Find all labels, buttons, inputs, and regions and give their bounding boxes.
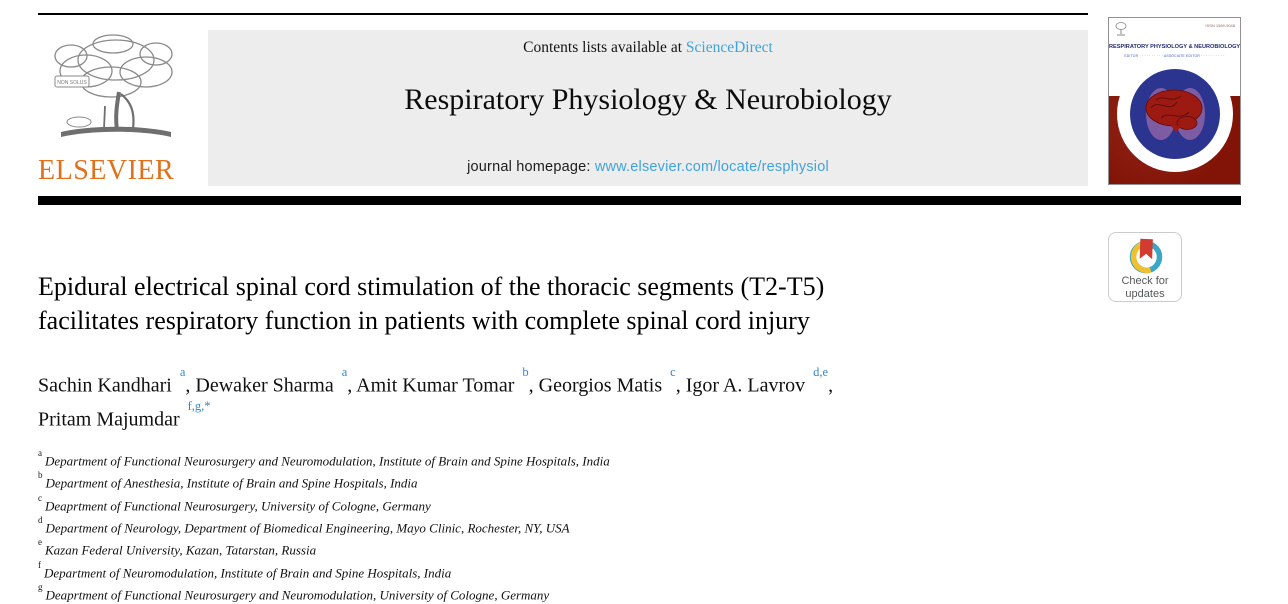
author-superscript: d,e (813, 365, 829, 379)
affiliation-line (38, 448, 1118, 470)
affiliation-text: Department of Functional Neurosurgery and Neuromodulation, Institute of Brain and Spine Hospitals, India (45, 453, 610, 469)
homepage-line (208, 159, 1088, 175)
cover-masthead: RESPIRATORY PHYSIOLOGY & NEUROBIOLOGY (1109, 44, 1241, 50)
author-name: Georgios Matis (538, 374, 668, 397)
affiliation-superscript: b (38, 470, 43, 481)
author-name: Igor A. Lavrov (685, 374, 811, 397)
affiliation-line (38, 470, 1118, 492)
author-name: Amit Kumar Tomar (356, 374, 520, 397)
homepage-prefix: journal homepage: (467, 159, 595, 175)
sciencedirect-link[interactable]: ScienceDirect (685, 39, 773, 56)
affiliation-line (38, 582, 1118, 604)
cover-mini-tree-icon (1115, 22, 1127, 37)
affiliation-line (38, 537, 1118, 559)
affiliation-superscript: a (38, 448, 42, 458)
cover-editor-line: EDITOR · · · · · · · · · · ASSOCIATE EDITOR · · · · · · · · · · (1124, 54, 1225, 58)
affiliation-superscript: g (38, 581, 43, 592)
check-for-updates-badge[interactable] (1108, 232, 1182, 302)
article-title (38, 270, 1108, 338)
author-name: Dewaker Sharma (195, 374, 339, 397)
elsevier-tree-icon (41, 30, 191, 148)
contents-line (208, 30, 1088, 57)
affiliation-text: Kazan Federal University, Kazan, Tatarstan, Russia (45, 542, 317, 558)
affiliation-line (38, 493, 1118, 515)
article-title-line2: facilitates respiratory function in patients with complete spinal cord injury (38, 306, 810, 335)
affiliation-text: Deaprtment of Functional Neurosurgery and Neuromodulation, University of Cologne, Germany (45, 587, 550, 603)
author-name: Sachin Kandhari (38, 374, 177, 397)
header-divider-bar (38, 196, 1241, 205)
cover-issn: ISSN 1569-9048 (1205, 23, 1235, 28)
author-superscript: f,g,* (187, 398, 211, 413)
homepage-link[interactable]: www.elsevier.com/locate/resphysiol (594, 159, 829, 175)
journal-cover-thumbnail[interactable] (1108, 17, 1241, 185)
journal-title: Respiratory Physiology & Neurobiology (404, 83, 892, 116)
check-badge-label-line1: Check for (1121, 275, 1169, 287)
affiliation-line (38, 515, 1118, 537)
affiliation-text: Deaprtment of Functional Neurosurgery, University of Cologne, Germany (45, 497, 431, 513)
affiliation-line (38, 560, 1118, 582)
top-rule (38, 13, 1088, 15)
contents-line-text: Contents lists available at (523, 39, 686, 56)
elsevier-wordmark: ELSEVIER (38, 155, 175, 186)
check-updates-icon (1109, 233, 1183, 275)
article-title-line1: Epidural electrical spinal cord stimulation of the thoracic segments (T2-T5) (38, 272, 825, 301)
author-superscript: c (670, 365, 676, 379)
affiliation-text: Department of Anesthesia, Institute of Brain and Spine Hospitals, India (45, 475, 418, 491)
affiliation-text: Department of Neuromodulation, Institute of Brain and Spine Hospitals, India (44, 564, 452, 580)
affiliation-superscript: d (38, 514, 43, 525)
non-solus-banner: NON SOLUS (57, 80, 87, 86)
author-superscript: a (341, 365, 348, 379)
author-name: Pritam Majumdar (38, 408, 185, 431)
author-superscript: a (179, 365, 186, 379)
affiliation-text: Department of Neurology, Department of Biomedical Engineering, Mayo Clinic, Rochester, NY, USA (45, 520, 570, 536)
affiliation-superscript: c (38, 492, 42, 503)
check-badge-label-line2: updates (1125, 287, 1165, 300)
elsevier-logo (36, 30, 196, 187)
author-superscript: b (522, 365, 529, 379)
affiliation-superscript: e (38, 537, 42, 548)
cover-lungs-brain-icon (1130, 69, 1220, 159)
journal-banner (208, 30, 1088, 186)
affiliation-superscript: f (38, 559, 41, 570)
affiliation-list (38, 448, 1118, 604)
author-list: Sachin Kandhari $^a$, Dewaker Sharma $^a$, Amit Kumar Tomar $^b$, Georgios Matis $^c$, Igor A. Lavrov $^{d,e}$, Pritam Majumdar $^{f,g,*}$ (38, 365, 834, 431)
